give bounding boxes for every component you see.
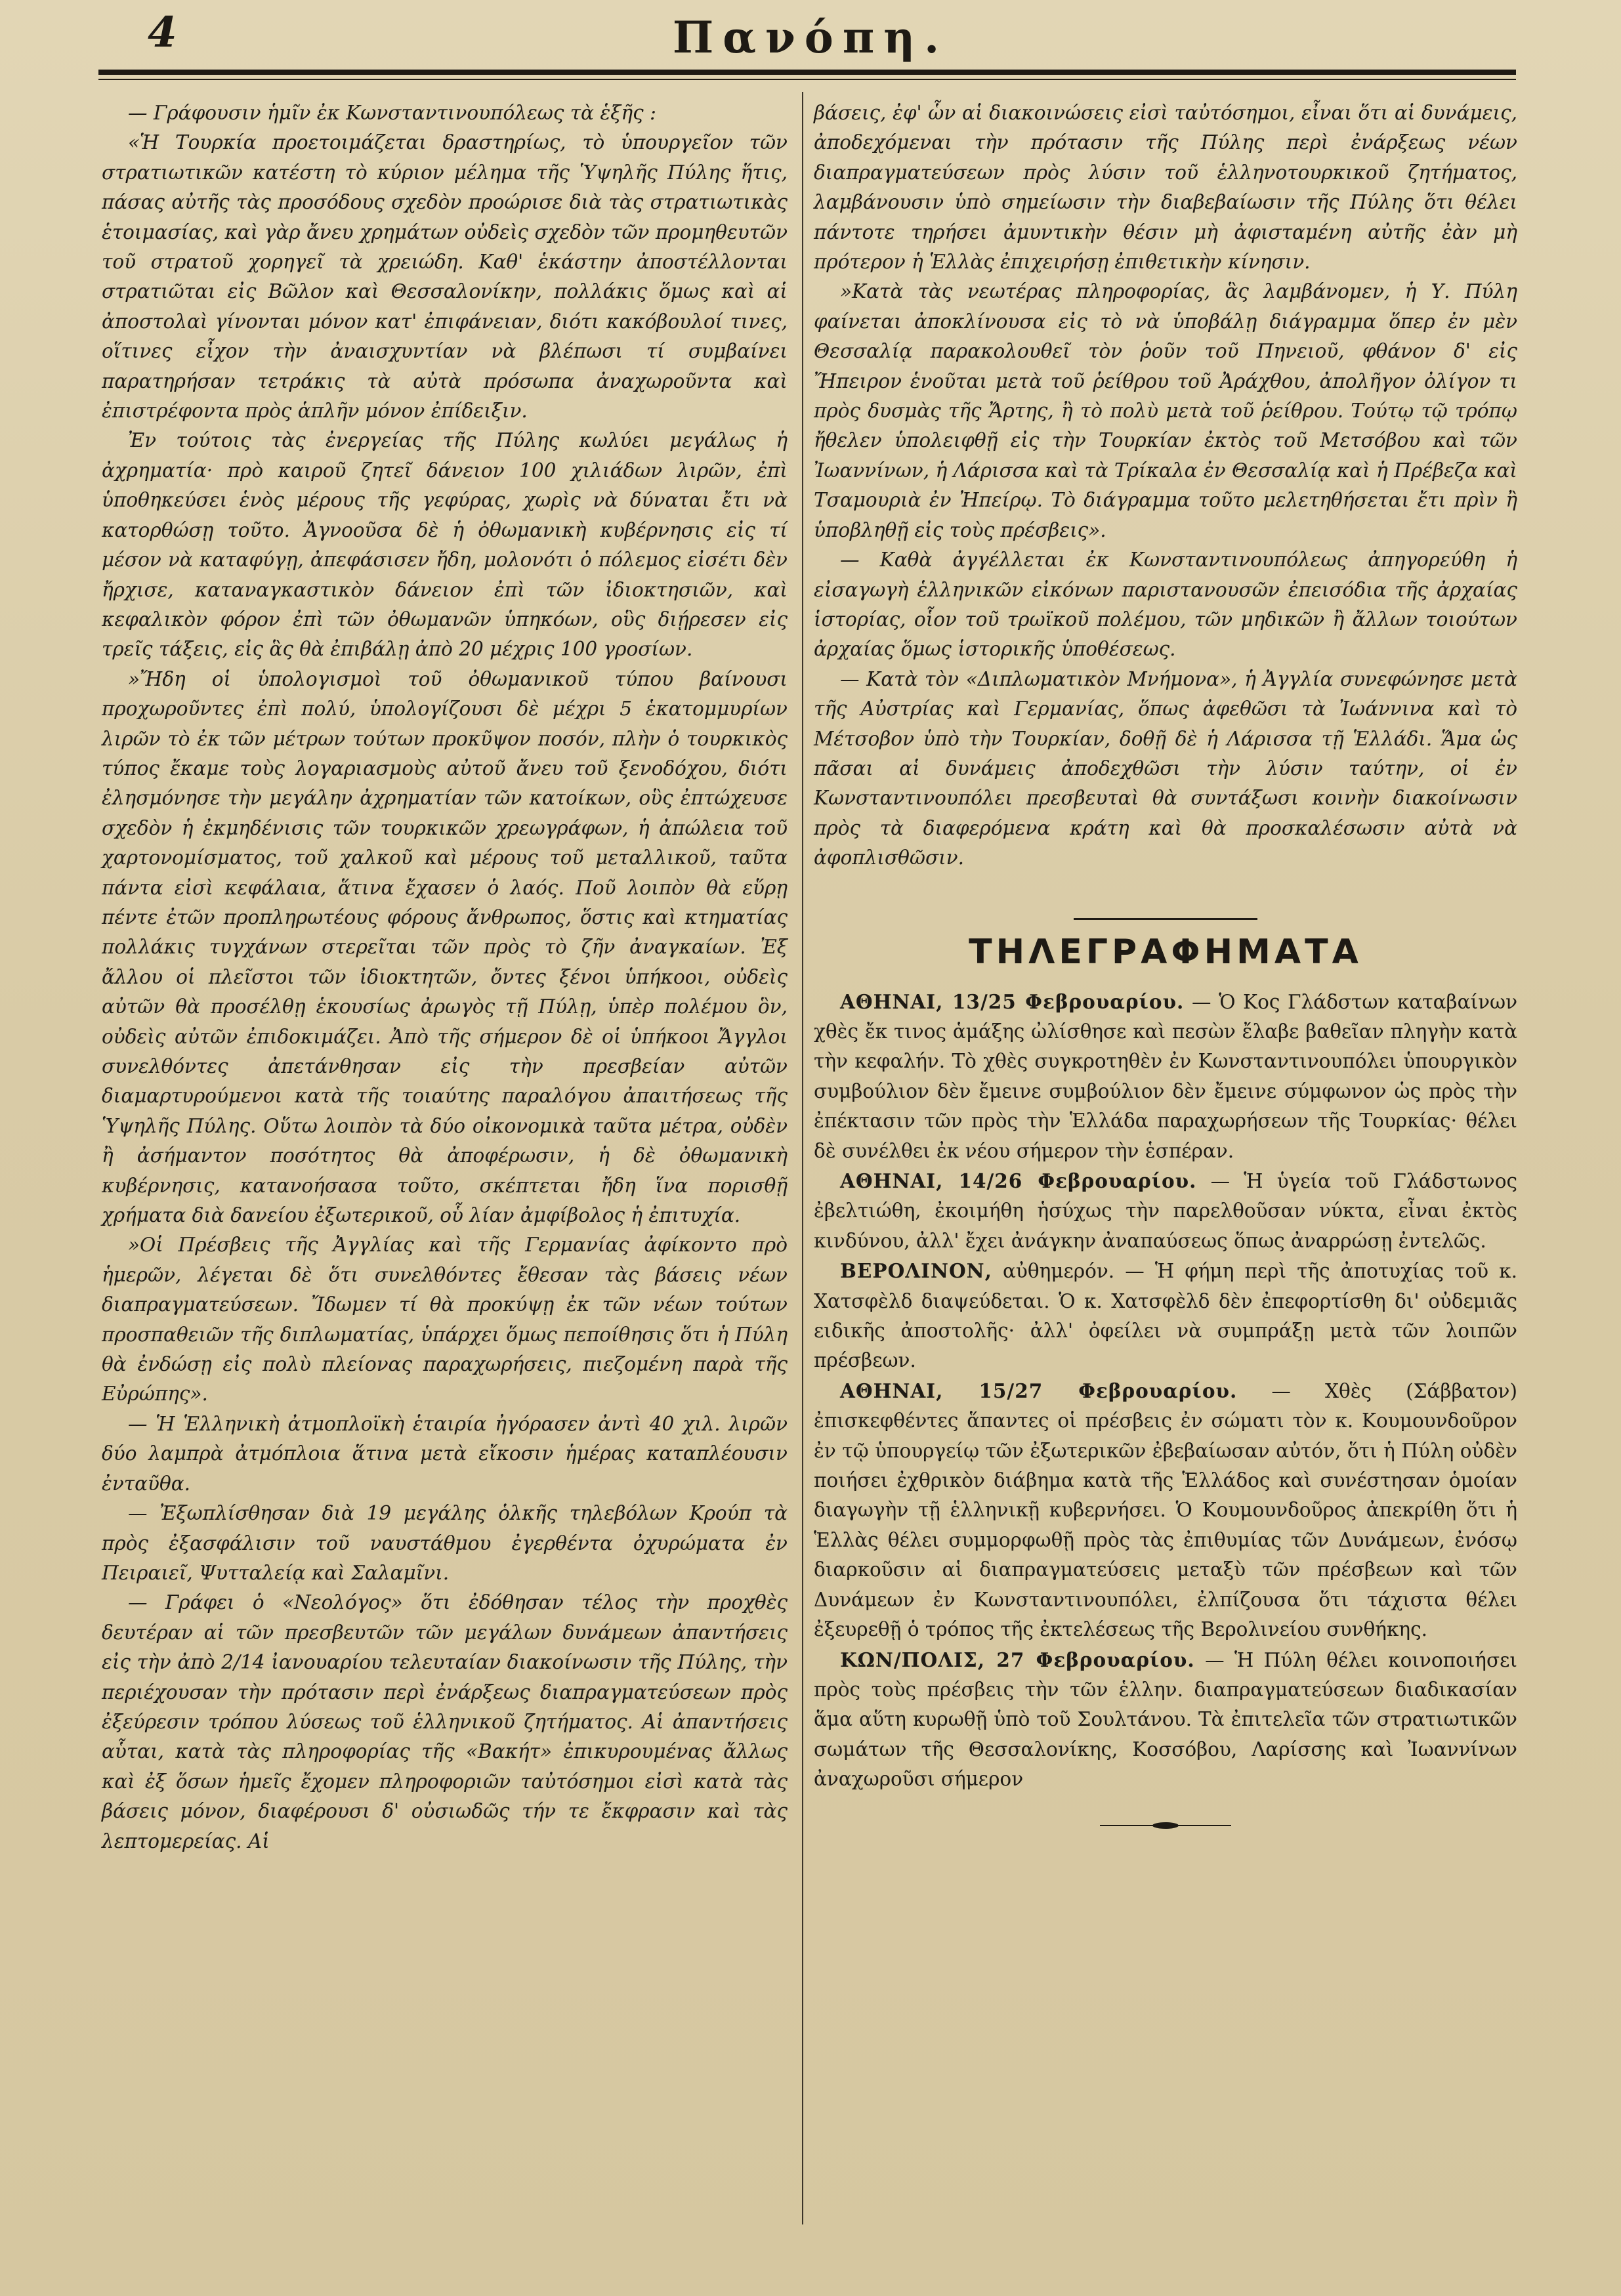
news-paragraph: Ἐν τούτοις τὰς ἐνεργείας τῆς Πύλης κωλύει μεγάλως ἡ ἀχρηματία· πρὸ καιροῦ ζητεῖ δάνειον 100 χιλιάδων λιρῶν, ἐπὶ ὑποθηκεύσει ἑνὸς μέρους τῆς γεφύρας, χωρὶς νὰ δύναται ἔτι νὰ κατορθώσῃ τοῦτο. Ἀγνοοῦσα δὲ ἡ ὀθωμανικὴ κυβέρνησις εἰς τί μέσον νὰ καταφύγῃ, ἀπεφάσισεν ἤδη, μολονότι ὁ πόλεμος εἰσέτι δὲν ἤρχισε, καταναγκαστικὸν δάνειον ἐπὶ τῶν ἰδιοκτησιῶν, καὶ κεφαλικὸν φόρον ἐπὶ τῶν ὀθωμανῶν ὑπηκόων, οὓς διῄρεσεν εἰς τρεῖς τάξεις, εἰς ἃς θὰ ἐπιβάλῃ ἀπὸ 20 μέχρις 100 γροσίων. <box>102 429 788 661</box>
header-rule-thin <box>98 79 1516 80</box>
page-number: 4 <box>148 8 177 57</box>
news-paragraph: — Κατὰ τὸν «Διπλωματικὸν Μνήμονα», ἡ Ἀγγλία συνεφώνησε μετὰ τῆς Αὐστρίας καὶ Γερμανίας, ὅπως ἀφεθῶσι τὰ Ἰωάννινα καὶ τὸ Μέτσοβον ὑπὸ τὴν Τουρκίαν, δοθῇ δὲ ἡ Λάρισσα τῇ Ἑλλάδι. Ἅμα ὡς πᾶσαι αἱ δυνάμεις ἀποδεχθῶσι τὴν λύσιν ταύτην, οἱ ἐν Κωνσταντινουπόλει πρεσβευταὶ θὰ συντάξωσι κοινὴν διακοίνωσιν πρὸς τὰ διαφερόμενα κράτη καὶ θὰ προσκαλέσωσιν αὐτὰ νὰ ἀφοπλισθῶσιν. <box>814 667 1517 869</box>
right-column <box>814 98 1517 1830</box>
telegram-text: — Χθὲς (Σάββατον) ἐπισκεφθέντες ἅπαντες οἱ πρέσβεις ἐν σώματι τὸν κ. Κουμουνδοῦρον ἐν τῷ ὑπουργείῳ τῶν ἐξωτερικῶν ἐβεβαίωσαν αὐτόν, ὅτι ἡ Πύλη οὐδὲν ποιήσει ἐχθρικὸν διάβημα κατὰ τῆς Ἑλλάδος καὶ συνέστησαν ὁμοίαν διαγωγὴν τῇ ἑλληνικῇ κυβερνήσει. Ὁ Κουμουνδοῦρος ἀπεκρίθη ὅτι ἡ Ἑλλὰς θέλει συμμορφωθῇ πρὸς τὰς ἐπιθυμίας τῶν Δυνάμεων, ἐνόσῳ διαρκοῦσιν αἱ διαπραγματεύσεις μεταξὺ τῶν πρέσβεων καὶ τῶν Δυνάμεων ἐν Κωνσταντινουπόλει, ἐλπίζουσα ὅτι τάχιστα θέλει ἐξευρεθῇ ὁ τρόπος τῆς ἐκτελέσεως τῆς Βερολινείου συνθήκης. <box>814 1379 1518 1641</box>
news-paragraph: »Κατὰ τὰς νεωτέρας πληροφορίας, ἃς λαμβάνομεν, ἡ Υ. Πύλη φαίνεται ἀποκλίνουσα εἰς τὸ νὰ ὑποβάλῃ διάγραμμα ὅπερ ἐν μὲν Θεσσαλίᾳ παρακολουθεῖ τὸν ῥοῦν τοῦ Πηνειοῦ, φθάνον δ' εἰς Ἤπειρον ἑνοῦται μετὰ τοῦ ῥείθρου τοῦ Ἀράχθου, ἀπολῆγον ὀλίγον τι πρὸς δυσμὰς τῆς Ἄρτης, ἢ τὸ πολὺ μετὰ τοῦ ῥείθρου. Τούτῳ τῷ τρόπῳ ἤθελεν ὑπολειφθῇ εἰς τὴν Τουρκίαν ἐκτὸς τοῦ Μετσόβου καὶ τῶν Ἰωαννίνων, ἡ Λάρισσα καὶ τὰ Τρίκαλα ἐν Θεσσαλίᾳ καὶ ἡ Πρέβεζα καὶ Τσαμουριὰ ἐν Ἠπείρῳ. Τὸ διάγραμμα τοῦτο μελετηθήσεται ἔτι πρὶν ἢ ὑποβληθῇ εἰς τοὺς πρέσβεις». <box>814 280 1517 541</box>
telegram-dateline: ΑΘΗΝΑΙ, 14/26 Φεβρουαρίου. <box>840 1169 1197 1192</box>
section-divider <box>1074 918 1257 920</box>
telegram-dateline: ΑΘΗΝΑΙ, 13/25 Φεβρουαρίου. <box>840 990 1185 1013</box>
telegram-text: — Ἡ Πύλη θέλει κοινοποιήσει πρὸς τοὺς πρέσβεις τὴν τῶν ἑλλην. διαπραγματεύσεων διαδικασίαν ἅμα αὕτη κυρωθῇ ὑπὸ τοῦ Σουλτάνου. Τὰ ἐπιτελεῖα τῶν στρατιωτικῶν σωμάτων τῆς Θεσσαλονίκης, Κοσσόβου, Λαρίσσης καὶ Ἰωαννίνων ἀναχωροῦσι σήμερον <box>814 1648 1517 1791</box>
telegram-item <box>814 987 1517 1166</box>
news-paragraph: — Ἐξωπλίσθησαν διὰ 19 μεγάλης ὁλκῆς τηλεβόλων Κρούπ τὰ πρὸς ἐξασφάλισιν τοῦ ναυστάθμου ἐγερθέντα ὀχυρώματα ἐν Πειραιεῖ, Ψυτταλείᾳ καὶ Σαλαμῖνι. <box>102 1502 788 1584</box>
news-paragraph: — Γράφει ὁ «Νεολόγος» ὅτι ἐδόθησαν τέλος τὴν προχθὲς δευτέραν αἱ τῶν πρεσβευτῶν τῶν μεγάλων δυνάμεων ἀπαντήσεις εἰς τὴν ἀπὸ 2/14 ἰανουαρίου τελευταίαν διακοίνωσιν τῆς Πύλης, τὴν περιέχουσαν τὴν πρότασιν περὶ ἐνάρξεως διαπραγματεύσεων πρὸς ἐξεύρεσιν τρόπου λύσεως τοῦ ἑλληνικοῦ ζητήματος. Αἱ ἀπαντήσεις αὗται, κατὰ τὰς πληροφορίας τῆς «Βακήτ» ἐπικυρουμένας ἄλλως καὶ ἐξ ὅσων ἡμεῖς ἔχομεν πληροφοριῶν ταὐτόσημοι εἰσὶ κατὰ τὰς βάσεις μόνον, διαφέρουσι δ' οὐσιωδῶς τήν τε ἔκφρασιν καὶ τὰς λεπτομερείας. Αἱ <box>102 1591 788 1852</box>
telegram-dateline: ΑΘΗΝΑΙ, 15/27 Φεβρουαρίου. <box>840 1379 1238 1402</box>
telegram-text: αὐθημερόν. — Ἡ φήμη περὶ τῆς ἀποτυχίας τοῦ κ. Χατσφὲλδ διαψεύδεται. Ὁ κ. Χατσφὲλδ δὲν ἐπεφορτίσθη δι' οὐδεμιᾶς ειδικῆς ἀποστολῆς· ἀλλ' ὀφείλει νὰ συμπράξῃ μετὰ τῶν λοιπῶν πρέσβεων. <box>814 1260 1517 1372</box>
news-paragraph: — Ἡ Ἑλληνικὴ ἀτμοπλοϊκὴ ἑταιρία ἠγόρασεν ἀντὶ 40 χιλ. λιρῶν δύο λαμπρὰ ἀτμόπλοια ἅτινα μετὰ εἴκοσιν ἡμέρας καταπλέουσιν ἐνταῦθα. <box>102 1412 788 1495</box>
telegram-item <box>814 1645 1517 1795</box>
news-paragraph: — Γράφουσιν ἡμῖν ἐκ Κωνσταντινουπόλεως τὰ ἑξῆς : <box>128 102 656 124</box>
left-column <box>102 98 788 1856</box>
masthead-title: Πανόπη. <box>672 12 949 63</box>
news-paragraph: — Καθὰ ἀγγέλλεται ἐκ Κωνσταντινουπόλεως ἀπηγορεύθη ἡ εἰσαγωγὴ ἑλληνικῶν εἰκόνων παριστανουσῶν ἐπεισόδια τῆς ἀρχαίας ἱστορίας, οἷον τοῦ τρωϊκοῦ πολέμου, τῶν μηδικῶν ἢ ἄλλων τοιούτων ἀρχαίας ὅμως ἱστορικῆς ὑποθέσεως. <box>814 549 1517 661</box>
news-paragraph: »Οἱ Πρέσβεις τῆς Ἀγγλίας καὶ τῆς Γερμανίας ἀφίκοντο πρὸ ἡμερῶν, λέγεται δὲ ὅτι συνελθόντες ἔθεσαν τὰς βάσεις νέων διαπραγματεύσεων. Ἴδωμεν τί θὰ προκύψῃ ἐκ τῶν νέων τούτων προσπαθειῶν τῆς διπλωματίας, ὑπάρχει ὅμως πεποίθησις ὅτι ἡ Πύλη θὰ ἐνδώσῃ εἰς πολὺ πλείονας παραχωρήσεις, πιεζομένη παρὰ τῆς Εὐρώπης». <box>102 1234 788 1406</box>
telegrams-heading: ΤΗΛΕΓΡΑΦΗΜΑΤΑ <box>969 932 1362 972</box>
news-paragraph: »Ἤδη οἱ ὑπολογισμοὶ τοῦ ὀθωμανικοῦ τύπου βαίνουσι προχωροῦντες ἐπὶ πολύ, ὑπολογίζουσι δὲ μέχρι 5 ἑκατομμυρίων λιρῶν τὸ ἐκ τῶν μέτρων τούτων προκῦψον ποσόν, πλὴν ὁ τουρκικὸς τύπος ἔκαμε τοὺς λογαριασμοὺς αὐτοῦ ἄνευ τοῦ ξενοδόχου, διότι ἐλησμόνησε τὴν μεγάλην ἀχρηματίαν τῶν κατοίκων, οὓς ἐπτώχευσε σχεδὸν ἡ ἐκμηδένισις τῶν τουρκικῶν χρεωγράφων, ἡ ἀπώλεια τοῦ χαρτονομίσματος, τοῦ χαλκοῦ καὶ μέρους τοῦ μεταλλικοῦ, ταῦτα πάντα εἰσὶ κεφάλαια, ἅτινα ἔχασεν ὁ λαός. Ποῦ λοιπὸν θὰ εὕρῃ πέντε ἐτῶν προπληρωτέους φόρους ἄνθρωπος, ὅστις καὶ κτηματίας πολλάκις τυγχάνων στερεῖται τῶν πρὸς τὸ ζῆν ἀναγκαίων. Ἐξ ἄλλου οἱ πλεῖστοι τῶν ἰδιοκτητῶν, ὄντες ξένοι ὑπήκοοι, οὐδεὶς αὐτῶν θὰ προσέλθῃ ἑκουσίως ἀρωγὸς τῇ Πύλῃ, ὑπὲρ πολέμου ὃν, οὐδεὶς αὐτῶν ἐπιδοκιμάζει. Ἀπὸ τῆς σήμερον δὲ οἱ ὑπήκοοι Ἄγγλοι συνελθόντες ἀπετάνθησαν εἰς τὴν πρεσβείαν αὐτῶν διαμαρτυρούμενοι κατὰ τῆς τοιαύτης παραλόγου ἀπαιτήσεως τῆς Ὑψηλῆς Πύλης. Οὕτω λοιπὸν τὰ δύο οἰκονομικὰ ταῦτα μέτρα, οὐδὲν ἢ ἀσήμαντον ποσότητος θὰ ἀποφέρωσιν, ἡ δὲ ὀθωμανικὴ κυβέρνησις, κατανοήσασα τοῦτο, σκέπτεται ἤδη ἵνα πορισθῇ χρήματα διὰ δανείου ἐξωτερικοῦ, οὗ λίαν ἀμφίβολος ἡ ἐπιτυχία. <box>102 667 788 1227</box>
telegram-item <box>814 1376 1517 1645</box>
news-paragraph: βάσεις, ἐφ' ὧν αἱ διακοινώσεις εἰσὶ ταὐτόσημοι, εἶναι ὅτι αἱ δυνάμεις, ἀποδεχόμεναι τὴν πρότασιν τῆς Πύλης περὶ ἐνάρξεως νέων διαπραγματεύσεων πρὸς λύσιν τοῦ ἑλληνοτουρκικοῦ ζητήματος, λαμβάνουσιν ὑπὸ σημείωσιν τὴν διαβεβαίωσιν τῆς Πύλης ὅτι θέλει πάντοτε τηρήσει ἀμυντικὴν θέσιν μὴ ἀφισταμένη αὐτῆς ἐὰν μὴ πρότερον ἡ Ἑλλὰς ἐπιχειρήσῃ ἐπιθετικὴν κίνησιν. <box>814 102 1517 274</box>
end-ornament <box>1100 1821 1231 1830</box>
telegram-item <box>814 1166 1517 1256</box>
news-paragraph: «Ἡ Τουρκία προετοιμάζεται δραστηρίως, τὸ ὑπουργεῖον τῶν στρατιωτικῶν κατέστη τὸ κύριον μέλημα τῆς Ὑψηλῆς Πύλης ἥτις, πάσας αὐτῆς τὰς προσόδους σχεδὸν προώρισε διὰ τὰς στρατιωτικὰς ἑτοιμασίας, καὶ γὰρ ἄνευ χρημάτων οὐδεὶς σχεδὸν τῶν προμηθευτῶν τοῦ στρατοῦ χορηγεῖ τὰ χρειώδη. Καθ' ἑκάστην ἀποστέλλονται στρατιῶται εἰς Βῶλον καὶ Θεσσαλονίκην, πολλάκις ὅμως καὶ αἱ ἀποστολαὶ γίνονται μόνον κατ' ἐπιφάνειαν, διότι κακόβουλοί τινες, οἵτινες εἶχον τὴν ἀναισχυντίαν νὰ βλέπωσι τί συμβαίνει παρατηρήσαν τετράκις τὰ αὐτὰ πρόσωπα ἀναχωροῦντα καὶ ἐπιστρέφοντα πρὸς ἁπλῆν μόνον ἐπίδειξιν. <box>102 131 788 423</box>
telegram-dateline: ΚΩΝ/ΠΟΛΙΣ, 27 Φεβρουαρίου. <box>840 1648 1195 1671</box>
column-divider <box>802 92 803 2224</box>
telegram-item <box>814 1256 1517 1376</box>
telegram-dateline: ΒΕΡΟΛΙΝΟΝ, <box>840 1259 992 1283</box>
telegram-text: — Ὁ Κος Γλάδστων καταβαίνων χθὲς ἔκ τινος ἁμάξης ὠλίσθησε καὶ πεσὼν ἔλαβε βαθεῖαν πληγὴν κατὰ τὴν κεφαλήν. Τὸ χθὲς συγκροτηθὲν ἐν Κωνσταντινουπόλει ὑπουργικὸν συμβούλιον δὲν ἔμεινε συμβούλιον δὲν ἔμεινε σύμφωνον ὡς πρὸς τὴν ἐπέκτασιν τῶν πρὸς τὴν Ἑλλάδα παραχωρήσεων τῆς Τουρκίας· θέλει δὲ συνέλθει ἐκ νέου σήμερον τὴν ἑσπέραν. <box>814 990 1518 1162</box>
header-rule <box>98 70 1516 75</box>
telegram-text: — Ἡ ὑγεία τοῦ Γλάδστωνος ἐβελτιώθη, ἐκοιμήθη ἡσύχως τὴν παρελθοῦσαν νύκτα, εἶναι ἐκτὸς κινδύνου, ἀλλ' ἔχει ἀνάγκην ἀναπαύσεως ὅπως ἀναρρώσῃ ἐντελῶς. <box>814 1170 1517 1252</box>
